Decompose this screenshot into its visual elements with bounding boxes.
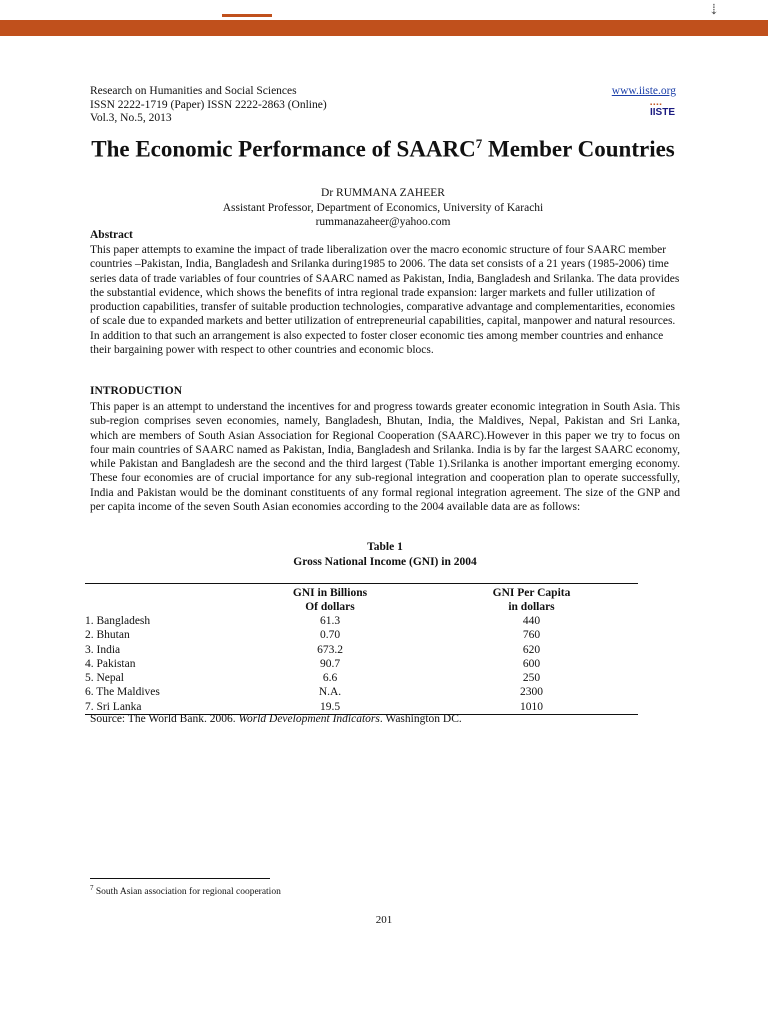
table-cell-per-capita: 440 <box>522 615 541 627</box>
table-cell-gni: 673.2 <box>317 643 343 656</box>
table-title: Gross National Income (GNI) in 2004 <box>293 556 477 568</box>
journal-url-link[interactable]: www.iiste.org <box>611 85 676 97</box>
author-block <box>90 186 676 230</box>
gni-table <box>85 583 638 715</box>
introduction-heading: INTRODUCTION <box>90 385 183 397</box>
table-row <box>85 628 638 642</box>
table-cell-country: 6. The Maldives <box>85 686 160 699</box>
table-source: Source: The World Bank. 2006. World Development Indicators. Washington DC. <box>90 713 462 725</box>
table-cell-per-capita: 2300 <box>520 686 543 699</box>
table-header-country <box>85 584 235 615</box>
table-cell-country: 4. Pakistan <box>85 657 136 670</box>
table-cell-country: 2. Bhutan <box>85 629 130 642</box>
paper-title <box>90 130 676 164</box>
table-cell-gni: 6.6 <box>322 672 338 685</box>
author-name: Dr RUMMANA ZAHEER <box>321 187 445 199</box>
table-row <box>85 685 638 699</box>
table-cell-gni: 90.7 <box>319 657 341 670</box>
iiste-logo: ▪▪▪▪ IISTE <box>650 102 676 118</box>
table-label: Table 1 <box>367 541 403 553</box>
table-cell-per-capita: 620 <box>522 643 541 656</box>
table-cell-per-capita: 1010 <box>520 700 543 713</box>
table-cell-per-capita: 760 <box>522 629 541 642</box>
abstract-heading: Abstract <box>90 229 133 241</box>
table-cell-gni: 0.70 <box>319 629 341 642</box>
introduction-text: This paper is an attempt to understand the incentives for and progress towards greater economic integration in South Asia. This sub-region comprises seven economies, namely, Bangladesh, Bhutan, India, the Maldives, Nepal, Pakistan and Sri Lanka, which are members of South Asian Association for Regional Cooperation (SAARC).However in this paper we try to focus on four main countries of SAARC named as Pakistan, India, Bangladesh and Srilanka. India is by far the largest SAARC economy, while Pakistan and Bangladesh are the second and the third largest (Table 1).Srilanka is another important emerging economy. These four economies are of crucial importance for any sub-regional integration and cooperation plan to operate successfully, India and Pakistan would be the dominant constituents of any formal regional integration agreement. The size of the GNP and per capita income of the seven South Asian economies according to the 2004 available data are as follows: <box>90 401 680 514</box>
table-row <box>85 657 638 671</box>
journal-volume: Vol.3, No.5, 2013 <box>90 112 172 124</box>
active-tab-indicator <box>222 14 272 17</box>
table-cell-gni: 61.3 <box>319 615 341 627</box>
table-cell-per-capita: 250 <box>522 672 541 685</box>
table-header-row <box>85 584 638 615</box>
table-header-gni: GNI in Billions Of dollars <box>292 587 368 613</box>
table-cell-country: 3. India <box>85 643 121 656</box>
footnote: $^7$ South Asian association for regional cooperation <box>90 884 281 898</box>
table-cell-country: 7. Sri Lanka <box>85 700 142 713</box>
title-footnote-marker: 7 <box>475 136 483 151</box>
table-row <box>85 671 638 685</box>
journal-header <box>90 85 676 126</box>
journal-name: Research on Humanities and Social Sciences <box>90 85 297 97</box>
top-toolbar <box>0 0 768 36</box>
author-affiliation: Assistant Professor, Department of Economics, University of Karachi <box>222 201 544 214</box>
title-rest: Member Countries <box>482 136 675 162</box>
table-cell-country: 5. Nepal <box>85 672 124 685</box>
download-icon[interactable]: ⇣ <box>708 3 720 18</box>
table-cell-country: 1. Bangladesh <box>85 615 151 627</box>
footnote-divider <box>90 878 270 879</box>
table-cell-gni: N.A. <box>318 686 342 699</box>
page-number: 201 <box>375 914 393 926</box>
table-cell-per-capita: 600 <box>522 657 541 670</box>
table-header-per-capita: GNI Per Capita in dollars <box>492 587 571 613</box>
table-cell-gni: 19.5 <box>319 700 341 713</box>
journal-issn: ISSN 2222-1719 (Paper) ISSN 2222-2863 (Online) <box>90 98 327 111</box>
table-row <box>85 614 638 628</box>
title-main: The Economic Performance of SAARC <box>91 136 476 162</box>
table-row <box>85 643 638 657</box>
orange-banner <box>0 20 768 36</box>
abstract-text: This paper attempts to examine the impact of trade liberalization over the macro economic structure of four SAARC member countries –Pakistan, India, Bangladesh and Srilanka during1985 to 2006. The data set consists of a 21 years (1985-2006) time series data of trade variables of four countries of SAARC named as Pakistan, India, Bangladesh and Srilanka. The data provides the substantial evidence, which shows the benefits of intra regional trade expansion: larger markets and fuller utilization of production capabilities, transfer of suitable production technologies, comparative advantage and complementarities, economies of scale due to expanded markets and better utilization of entrepreneurial capabilities, capital, manpower and natural resources. In addition to that such an arrangement is also expected to foster closer economic ties among member countries and enhance their bargaining power with respect to other countries and economic blocs. <box>90 244 680 357</box>
author-email: rummanazaheer@yahoo.com <box>315 216 451 228</box>
logo-text: IISTE <box>650 107 676 118</box>
